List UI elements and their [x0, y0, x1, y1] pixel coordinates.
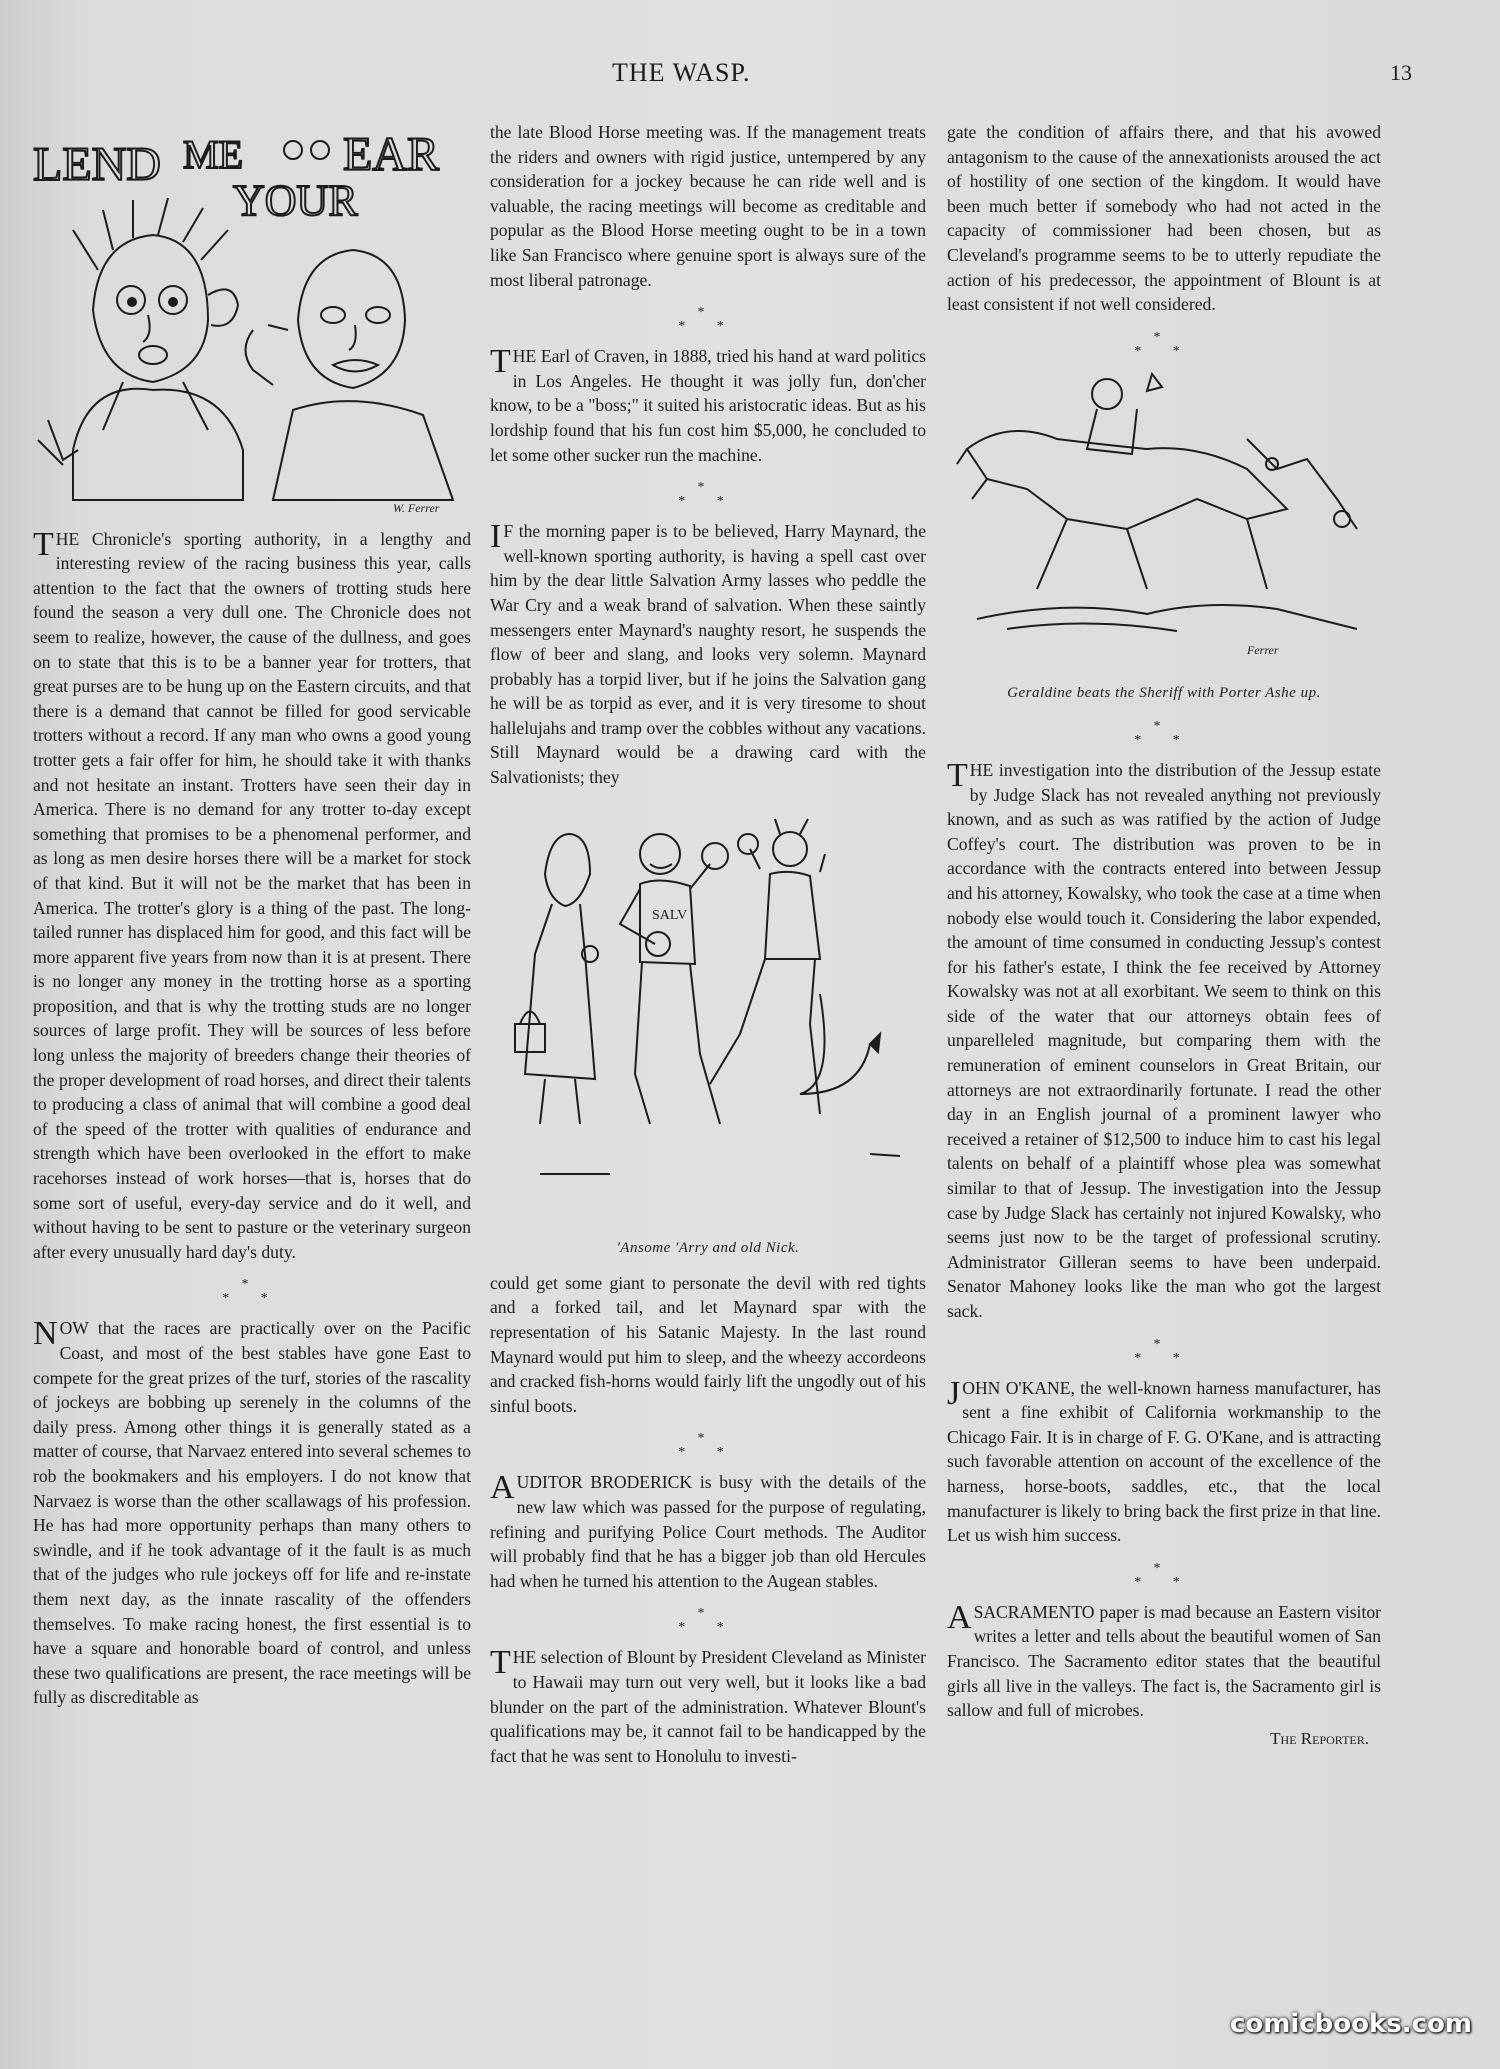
- running-head: [0, 58, 1500, 98]
- article-blood-horse-continued: the late Blood Horse meeting was. If the management treats the riders and owners with rigid justice, untempered by any consideration for a jockey because he can ride well and is valuable, the racing meetings will become as creditable and popular as the Blood Horse meeting ought to be in a town like San Francisco where genuine sport is always sure of the most liberal patronage.: [490, 122, 926, 290]
- column-1: [33, 120, 471, 1714]
- boxing-cartoon-caption: 'Ansome 'Arry and old Nick.: [616, 1240, 800, 1257]
- section-divider: * * *: [1134, 718, 1194, 748]
- page-number: 13: [1390, 60, 1412, 85]
- banner-title: LEND: [33, 138, 161, 191]
- section-divider: * * *: [678, 480, 738, 510]
- section-divider: * * *: [1134, 1560, 1194, 1590]
- article-sacramento-paper: ASACRAMENTO paper is mad because an Eastern visitor writes a letter and tells about the beautiful women of San Francisco. The Sacramento editor states that the beautiful girls all live in the valleys. The fact is, the Sacramento girl is sallow and full of microbes.: [947, 1598, 1381, 1721]
- horse-race-illustration: [947, 369, 1381, 706]
- article-jessup-estate: THE investigation into the distribution of the Jessup estate by Judge Slack has not revealed anything not previously known, and as such as was ratified by the action of Judge Coffey's court. The distribution was proven to be in accordance with the contracts entered into between Jessup and his attorney, Kowalsky, who took the case at a time when nobody else would touch it. Considering the labor expended, the amount of time consumed in conducting Jessup's contest for his father's estate, I think the fee received by Attorney Kowalsky was not at all exorbitant. We seem to think on this side of the water that our attorneys obtain fees of unparelleled magnitude, but comparing them with the remuneration of eminent counselors in Great Britain, our attorneys are not extraordinarily fortunate. I read the other day in an English journal of a prominent lawyer who received a retainer of $12,500 to induce him to cast his legal talents on behalf of a plaintiff whose plea was somewhat similar to that of Jessup. The investigation into the Jessup case by Judge Slack has certainly not injured Kowalsky, who seems just now to be the target of professional scrutiny. Administrator Gilleran seems to have been underpaid. Senator Mahoney looks like the man who got the largest sack.: [947, 756, 1381, 1321]
- article-chronicle-trotters: THE Chronicle's sporting authority, in a lengthy and interesting review of the racing business this year, calls attention to the fact that the owners of trotting studs here found the season a very dull one. The Chronicle does not seem to realize, however, the cause of the dullness, and goes on to state that this is to be a banner year for trotters, that great purses are to be hung up on the Eastern circuits, and that there is a demand that cannot be filled for good servicable trotters without a record. If any man who owns a good young trotter gets a fair offer for him, he should take it with thanks and not hesitate an instant. Trotters have seen their day in America. There is no demand for any trotter to-day except something that promises to be a phenomenal performer, and as long as men desire horses there will be a market for stock of that kind. But it will not be the market that has been in America. The trotter's glory is a thing of the past. The long-tailed runner has displaced him for good, and this fact will be more apparent five years from now than it is at present. There is no longer any money in the trotting horse as a sporting proposition, and that is why the trotting studs are no longer sources of large profit. They will be sources of less before long unless the majority of breeders change their theories of the proper development of road horses, and direct their talents to producing a class of animal that will combine a good deal of the speed of the trotter with qualities of endurance and strength which have been overlooked in the effort to make racehorses instead of work horses—that is, horses that do some sort of useful, every-day service and do it well, and without having to be sent to pasture or the veterinary surgeon after every unusually hard day's duty.: [33, 525, 471, 1262]
- section-divider: * * *: [1134, 329, 1194, 359]
- salvation-lass-figure: [515, 834, 598, 1124]
- article-maynard-salvation: IF the morning paper is to be believed, Harry Maynard, the well-known sporting authority, is having a spell cast over him by the dear little Salvation Army lasses who peddle the War Cry and a weak brand of salvation. When these saintly messengers enter Maynard's naughty resort, he suspends the flow of beer and slang, and looks very solemn. Maynard probably has a torpid liver, but if he joins the Salvation gang he will be as torpid as ever, and it is very tiresome to shout hallelujahs and tramp over the cobbles without any vacations. Still Maynard would be a drawing card with the Salvationists; they: [490, 518, 926, 788]
- svg-text:Ferrer: Ferrer: [1247, 642, 1279, 657]
- boxing-cartoon-illustration: [490, 794, 926, 1261]
- section-divider: * * *: [222, 1277, 282, 1307]
- svg-text:SALV: SALV: [652, 907, 688, 923]
- jockey-figure: [1092, 379, 1122, 409]
- horse-figure: [967, 431, 1287, 529]
- section-divider: * * *: [678, 305, 738, 335]
- article-blount-hawaii: THE selection of Blount by President Cleveland as Minister to Hawaii may turn out very well, but it looks like a bad blunder on the part of the administration. Whatever Blount's qualifications may be, it cannot fail to be handicapped by the fact that he was sent to Honolulu to investi-: [490, 1644, 926, 1766]
- article-auditor-broderick: AUDITOR BRODERICK is busy with the details of the new law which was passed for the purpose of regulating, refining and purifying Police Court methods. The Auditor will probably find that he has a bigger job than old Hercules had when he turned his attention to the Augean stables.: [490, 1469, 926, 1591]
- column-2: [490, 120, 926, 1772]
- right-figure: [246, 250, 454, 500]
- svg-text:ME: ME: [183, 132, 243, 177]
- site-watermark: comicbooks.com: [1229, 2009, 1472, 2039]
- newspaper-title: THE WASP.: [612, 58, 751, 87]
- svg-text:W. Ferrer: W. Ferrer: [393, 501, 440, 515]
- article-races-narvaez: NOW that the races are practically over on the Pacific Coast, and most of the best stables have gone East to compete for the great prizes of the turf, stories of the rascality of jockeys are bobbing up serenely in the columns of the daily press. Among other things it is generally stated as a matter of course, that Narvaez entered into several schemes to rob the bookmakers and his employers. I do not know that Narvaez is worse than the other scallawags of his profession. He has had more opportunity perhaps than many others to swindle, and if he took advantage of it the fault is as much that of the judges who rule jockeys off for life and re-instate them next day, as the innate rascality of the offenders themselves. To make racing honest, the first essential is to have a square and honorable board of control, and unless these two qualifications are present, the race meetings will be fully as discreditable as: [33, 1315, 471, 1708]
- horse-race-svg: [947, 369, 1381, 669]
- article-maynard-continued: could get some giant to personate the devil with red tights and a forked tail, and let Maynard spar with the representation of his Satanic Majesty. In the last round Maynard would put him to sleep, and the wheezy accordeons and cracked fish-horns would fairly lift the ungodly out of his sinful boots.: [490, 1272, 926, 1416]
- svg-text:YOUR: YOUR: [233, 176, 358, 225]
- section-divider: * * *: [678, 1606, 738, 1636]
- lend-me-your-ear-illustration: [33, 120, 471, 527]
- banner-cartoon-svg: [33, 120, 471, 520]
- boxing-cartoon-svg: [490, 794, 926, 1224]
- article-blount-continued: gate the condition of affairs there, and that his avowed antagonism to the cause of the annexationists aroused the act of hostility of one section of the kingdom. It would have been much better if somebody who had not acted in the capacity of commissioner had been chosen, but as Cleveland's programme seems to be to utterly repudiate the action of his predecessor, the appointment of Blount is at least consistent if not well considered.: [947, 122, 1381, 315]
- horse-race-caption: Geraldine beats the Sheriff with Porter Ashe up.: [1007, 685, 1321, 702]
- section-divider: * * *: [678, 1431, 738, 1461]
- byline-the-reporter: The Reporter.: [1270, 1728, 1369, 1748]
- section-divider: * * *: [1134, 1336, 1194, 1366]
- article-john-okane: JOHN O'KANE, the well-known harness manufacturer, has sent a fine exhibit of California workmanship to the Chicago Fair. It is in charge of F. G. O'Kane, and is attracting such favorable attention on account of the excellence of the harness, horse-boots, saddles, etc., that the local manufacturer is likely to bring back the first prize in that line. Let us wish him success.: [947, 1374, 1381, 1546]
- article-earl-of-craven: THE Earl of Craven, in 1888, tried his hand at ward politics in Los Angeles. He thought it was jolly fun, don'cher know, to be a "boss;" it suited his aristocratic ideas. But as his lordship found that his fun cost him $5,000, he concluded to let some other sucker run the machine.: [490, 343, 926, 465]
- column-3: [947, 120, 1381, 1751]
- devil-figure: [710, 819, 880, 1114]
- svg-text:EAR: EAR: [343, 128, 439, 181]
- left-figure: [38, 198, 243, 500]
